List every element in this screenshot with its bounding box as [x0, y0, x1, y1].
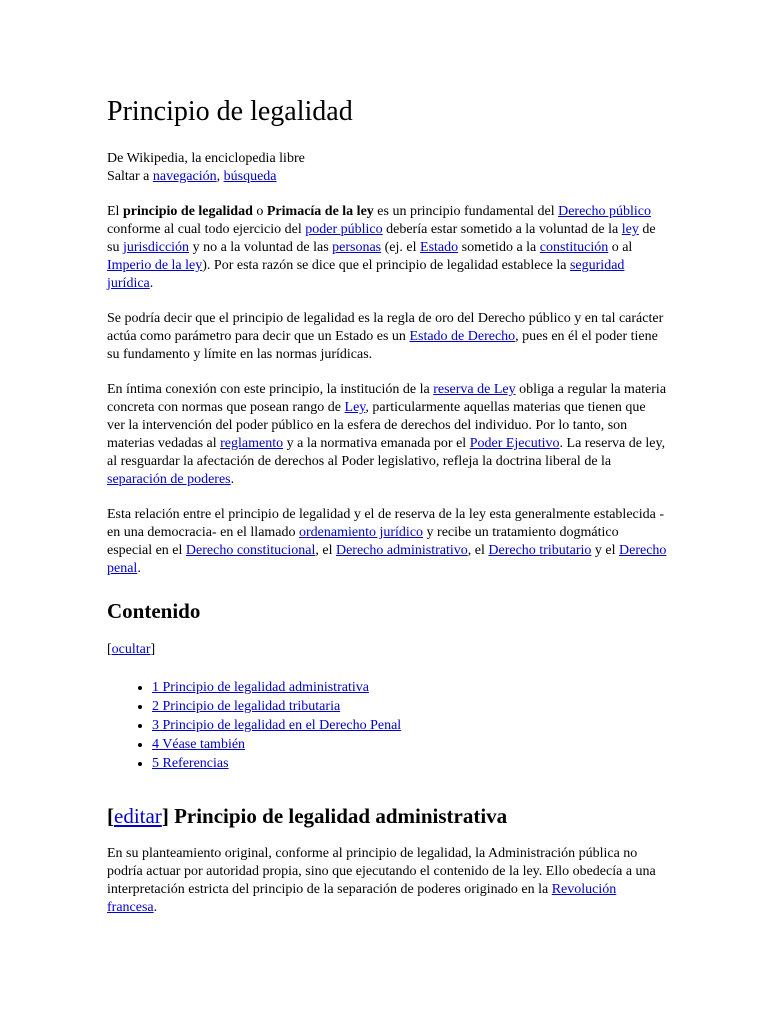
link-jurisdiccion[interactable]: jurisdicción — [122, 240, 190, 255]
text: . — [149, 276, 154, 291]
text: En íntima conexión con este principio, la institución de la — [107, 382, 434, 397]
link-reserva-de-ley[interactable]: reserva de Ley — [433, 382, 516, 397]
toc-item — [152, 716, 667, 735]
page-title: Principio de legalidad — [107, 96, 353, 127]
toc-link-2[interactable]: 2 Principio de legalidad tributaria — [152, 699, 341, 714]
text: Esta relación entre el principio de legalidad y el de reserva de la ley esta generalmente establecida -en una democracia- en el llamado — [107, 507, 665, 540]
paragraph-2 — [107, 310, 667, 364]
text: y a la normativa emanada por el — [283, 436, 470, 451]
text: (ej. el — [381, 240, 421, 255]
toc-list — [107, 678, 667, 773]
link-ordenamiento-juridico[interactable]: ordenamiento jurídico — [299, 525, 424, 540]
toc-item — [152, 678, 667, 697]
text: o — [252, 204, 267, 219]
toc-link-5[interactable]: 5 Referencias — [152, 756, 229, 771]
section-title: Principio de legalidad administrativa — [168, 804, 508, 828]
toc-heading: Contenido — [107, 599, 201, 623]
toc-link-3[interactable]: 3 Principio de legalidad en el Derecho Penal — [152, 718, 402, 733]
link-ley-rango[interactable]: Ley — [344, 400, 366, 415]
text: y no a la voluntad de las — [189, 240, 333, 255]
toc-item — [152, 697, 667, 716]
section-paragraph — [107, 845, 667, 917]
toc-link-1[interactable]: 1 Principio de legalidad administrativa — [152, 680, 369, 695]
text: . — [137, 561, 141, 576]
text: , pues en él el poder tiene su fundamento y límite en las normas jurídicas. — [107, 329, 658, 362]
link-personas[interactable]: personas — [332, 240, 382, 255]
bold-term: Primacía de la ley — [266, 204, 374, 219]
text: . — [153, 900, 158, 915]
link-poder-ejecutivo[interactable]: Poder Ejecutivo — [469, 436, 560, 451]
intro-paragraph — [107, 203, 667, 293]
link-derecho-tributario[interactable]: Derecho tributario — [488, 543, 592, 558]
text: debería estar sometido a la voluntad de la — [382, 222, 622, 237]
jump-links — [107, 168, 667, 186]
paragraph-3 — [107, 381, 667, 489]
link-constitucion[interactable]: constitución — [539, 240, 609, 255]
text: obliga a regular la materia concreta con normas que posean rango de — [107, 382, 667, 415]
link-separacion-de-poderes[interactable]: separación de poderes — [107, 472, 231, 487]
text: . — [230, 472, 235, 487]
bracket-close: ] — [161, 804, 169, 828]
text: , el — [315, 543, 336, 558]
toc-toggle — [107, 641, 667, 659]
jump-search-link[interactable]: búsqueda — [223, 169, 277, 184]
text: , el — [467, 543, 489, 558]
text: y el — [591, 543, 619, 558]
link-derecho-publico[interactable]: Derecho público — [558, 204, 652, 219]
site-subtitle: De Wikipedia, la enciclopedia libre — [107, 151, 305, 166]
bold-term: principio de legalidad — [122, 204, 253, 219]
bracket-close: ] — [150, 642, 156, 657]
bracket-open: [ — [107, 804, 114, 828]
toc-item — [152, 735, 667, 754]
text: sometido a la — [458, 240, 540, 255]
link-derecho-administrativo[interactable]: Derecho administrativo — [335, 543, 468, 558]
text: El — [107, 204, 123, 219]
link-reglamento[interactable]: reglamento — [220, 436, 284, 451]
text: conforme al cual todo ejercicio del — [107, 222, 306, 237]
text: o al — [608, 240, 633, 255]
text: Se podría decir que el principio de legalidad es la regla de oro del Derecho público y en tal carácter actúa como parámetro para decir que un Estado es un — [107, 311, 664, 344]
link-poder-publico[interactable]: poder público — [305, 222, 383, 237]
toc-hide-link[interactable]: ocultar — [111, 642, 151, 657]
toc-link-4[interactable]: 4 Véase también — [152, 737, 246, 752]
link-estado[interactable]: Estado — [420, 240, 459, 255]
toc-item — [152, 754, 667, 773]
text: ). Por esta razón se dice que el principio de legalidad establece la — [202, 258, 570, 273]
link-ley[interactable]: ley — [621, 222, 639, 237]
link-revolucion-francesa[interactable]: Revolución francesa — [107, 882, 617, 915]
link-seguridad-juridica[interactable]: seguridad jurídica — [107, 258, 625, 291]
link-estado-de-derecho[interactable]: Estado de Derecho — [409, 329, 516, 344]
text: En su planteamiento original, conforme al principio de legalidad, la Administración pública no podría actuar por autoridad propia, sino que ejecutando el contenido de la ley. Ello obedecía a una interpretación estricta del principio de la separación de poderes originado en la — [107, 846, 656, 897]
text: de su — [107, 222, 656, 255]
paragraph-4 — [107, 506, 667, 578]
text: es un principio fundamental del — [373, 204, 559, 219]
text: y recibe un tratamiento dogmático especial en el — [107, 525, 619, 558]
link-imperio-de-la-ley[interactable]: Imperio de la ley — [107, 258, 203, 273]
jump-separator: , — [216, 169, 224, 184]
edit-section-link[interactable]: editar — [114, 804, 162, 828]
link-derecho-constitucional[interactable]: Derecho constitucional — [185, 543, 316, 558]
section-heading — [107, 803, 667, 829]
text: . La reserva de ley, al resguardar la afectación de derechos al Poder legislativo, refleja la doctrina liberal de la — [107, 436, 666, 469]
link-derecho-penal[interactable]: Derecho penal — [107, 543, 667, 576]
text: , particularmente aquellas materias que tienen que ver la intervención del poder público en la esfera de derechos del individuo. Por lo tanto, son materias vedadas al — [107, 400, 646, 451]
article — [107, 96, 667, 917]
bracket-open: [ — [107, 642, 112, 657]
jump-prefix: Saltar a — [107, 169, 153, 184]
jump-navigation-link[interactable]: navegación — [152, 169, 217, 184]
